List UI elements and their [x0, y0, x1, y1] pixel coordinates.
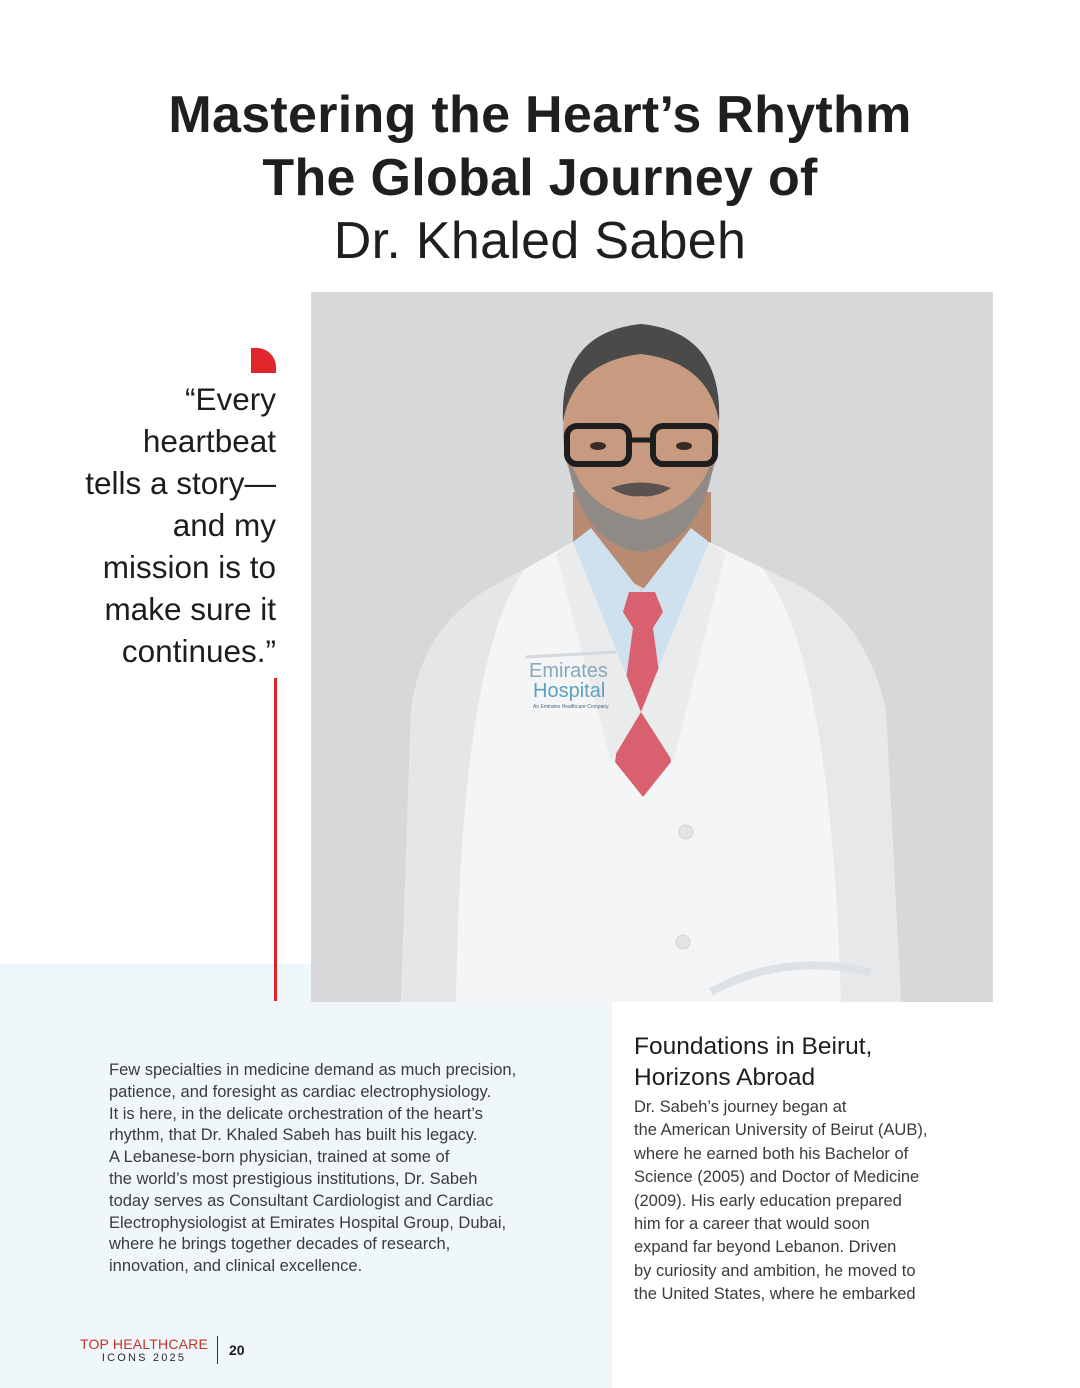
section-heading — [634, 1031, 1034, 1093]
intro-paragraph — [109, 1060, 579, 1278]
quote-accent-icon — [251, 348, 276, 373]
footer-brand-line-2: ICONS 2025 — [101, 1352, 187, 1364]
pull-quote-line: continues.” — [121, 633, 276, 669]
coat-logo-tagline: An Emirates Healthcare Company — [533, 704, 609, 710]
pull-quote-line: heartbeat — [142, 423, 276, 459]
section-body — [634, 1096, 994, 1307]
intro-line: the world’s most prestigious institutions, Dr. Sabeh — [109, 1169, 478, 1188]
intro-line: today serves as Consultant Cardiologist and Cardiac — [109, 1191, 494, 1210]
section-line: Science (2005) and Doctor of Medicine — [634, 1168, 920, 1187]
coat-logo-line-1: Emirates — [529, 660, 608, 682]
footer-divider — [217, 1336, 218, 1364]
pull-quote-line: “Every — [184, 381, 276, 417]
section-heading-line-2: Horizons Abroad — [634, 1064, 816, 1091]
section-line: expand far beyond Lebanon. Driven — [634, 1238, 897, 1257]
page-title — [0, 84, 1080, 273]
section-line: where he earned both his Bachelor of — [634, 1144, 909, 1163]
intro-line: innovation, and clinical excellence. — [109, 1257, 363, 1276]
title-line-2: The Global Journey of — [262, 149, 818, 207]
section-line: the American University of Beirut (AUB), — [634, 1121, 928, 1140]
pull-quote-line: make sure it — [104, 591, 276, 627]
pull-quote-line: tells a story— — [85, 465, 276, 501]
footer-brand — [76, 1337, 212, 1365]
title-line-3: Dr. Khaled Sabeh — [333, 212, 747, 270]
quote-divider-line — [274, 678, 277, 1001]
intro-line: Few specialties in medicine demand as much precision, — [109, 1061, 517, 1079]
footer-brand-line-1: TOP HEALTHCARE — [79, 1336, 209, 1352]
title-line-1: Mastering the Heart’s Rhythm — [168, 86, 912, 144]
intro-line: where he brings together decades of research, — [109, 1235, 451, 1254]
intro-line: Electrophysiologist at Emirates Hospital Group, Dubai, — [109, 1213, 507, 1232]
intro-line: rhythm, that Dr. Khaled Sabeh has built his legacy. — [109, 1126, 478, 1145]
intro-line: patience, and foresight as cardiac electrophysiology. — [109, 1082, 492, 1101]
section-line: by curiosity and ambition, he moved to — [634, 1261, 916, 1280]
doctor-portrait-photo — [311, 292, 993, 1002]
section-heading-line-1: Foundations in Beirut, — [634, 1033, 873, 1060]
section-line: him for a career that would soon — [634, 1215, 870, 1234]
page-number: 20 — [229, 1342, 245, 1358]
pull-quote — [40, 378, 276, 672]
intro-line: A Lebanese-born physician, trained at some of — [109, 1148, 450, 1167]
pull-quote-line: mission is to — [102, 549, 276, 585]
doctor-illustration — [311, 292, 993, 1002]
coat-logo-line-2: Hospital — [533, 680, 606, 702]
section-line: the United States, where he embarked — [634, 1285, 916, 1304]
intro-line: It is here, in the delicate orchestration of the heart’s — [109, 1104, 483, 1123]
section-line: Dr. Sabeh’s journey began at — [634, 1098, 847, 1116]
section-line: (2009). His early education prepared — [634, 1191, 902, 1210]
pull-quote-line: and my — [172, 507, 276, 543]
